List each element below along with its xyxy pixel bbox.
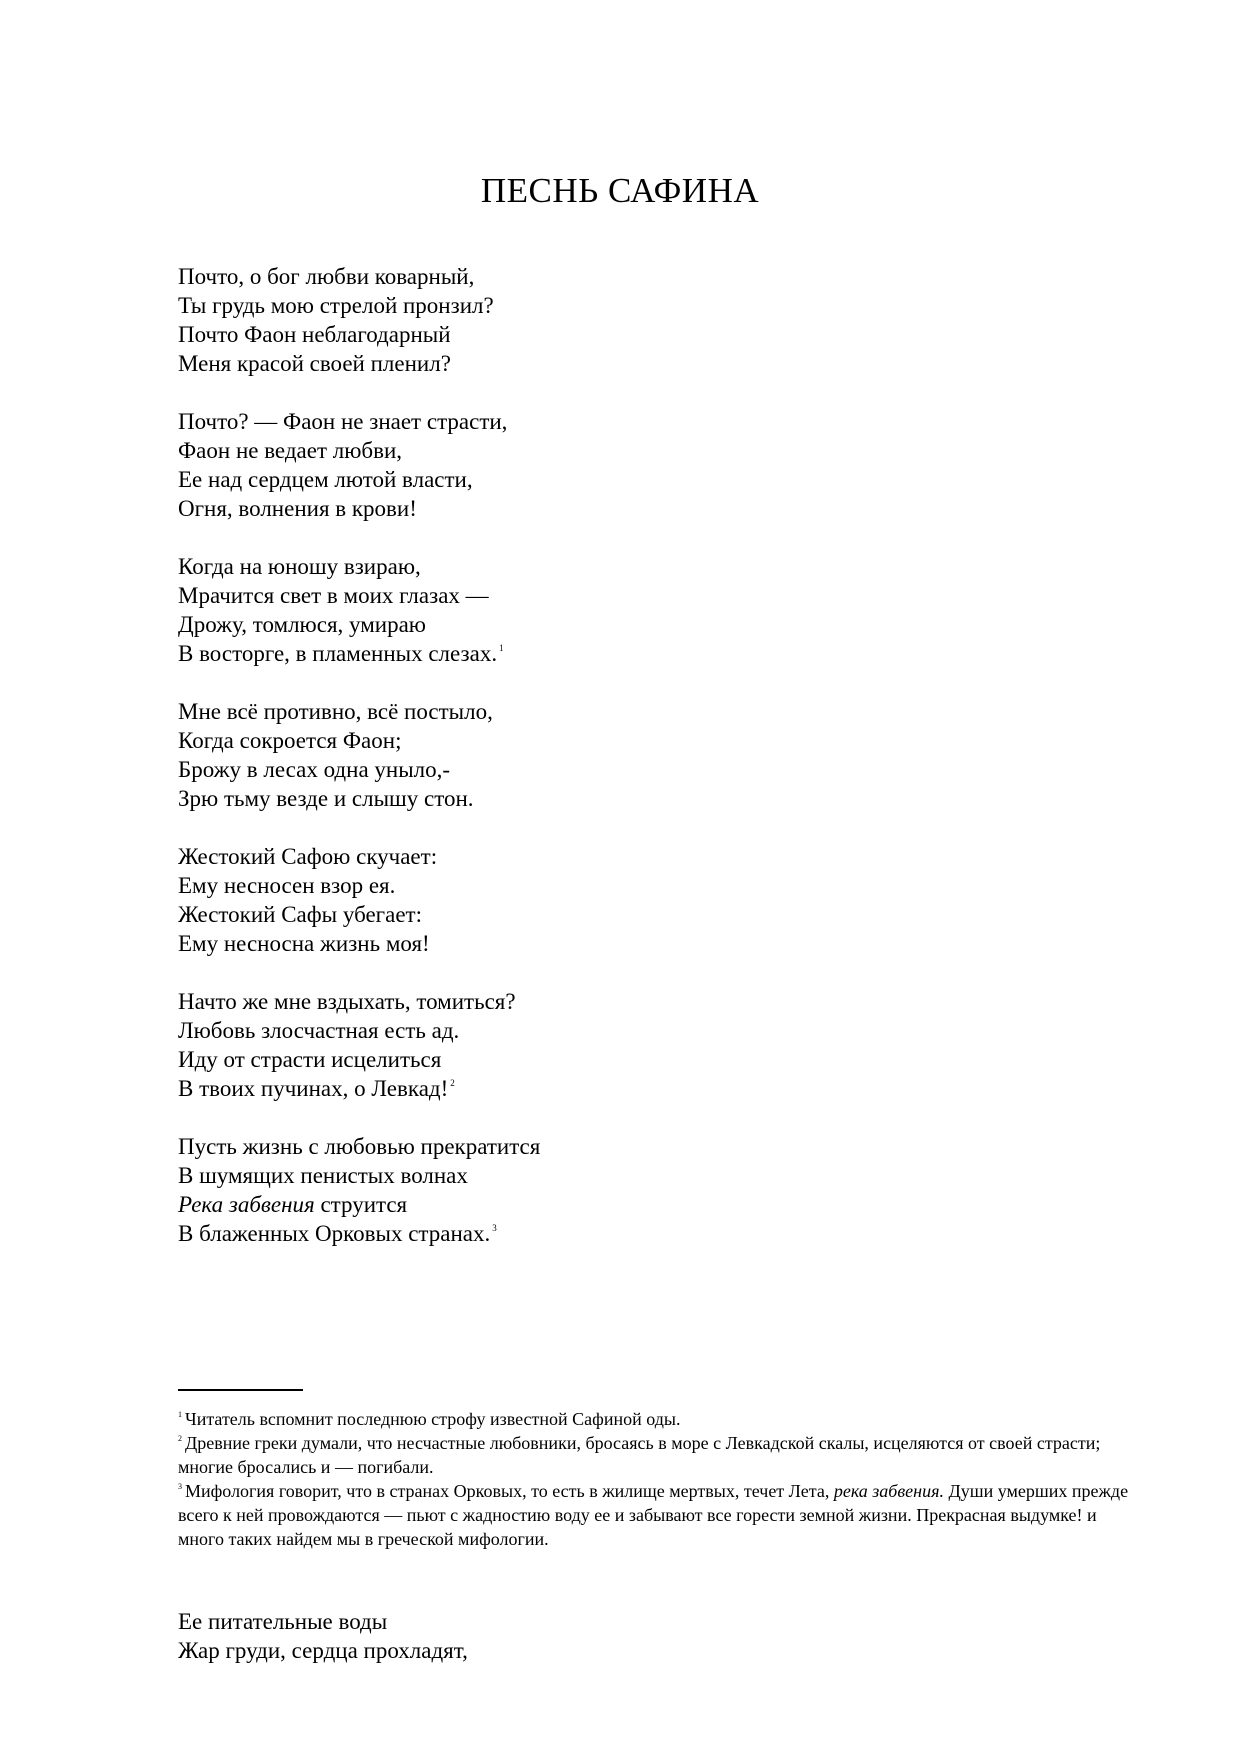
italic-phrase: Река забвения	[178, 1192, 315, 1217]
verse-line: В шумящих пенистых волнах	[178, 1163, 468, 1188]
verse-line-text: струится	[314, 1192, 408, 1217]
verse-line: Иду от страсти исцелиться	[178, 1047, 442, 1072]
footnote-text: Древние греки думали, что несчастные любовники, бросаясь в море с Левкадской скалы, исцеляются от своей страсти; многие бросались и — погибали.	[178, 1433, 1101, 1477]
footnotes	[178, 1407, 1138, 1551]
footnote-mark: 3	[178, 1482, 182, 1491]
footnote-mark: 2	[178, 1434, 182, 1443]
stanza-1	[178, 262, 540, 378]
verse-line: Ему несносна жизнь моя!	[178, 931, 430, 956]
verse-line: Дрожу, томлюся, умираю	[178, 612, 426, 637]
verse-line: Почто? — Фаон не знает страсти,	[178, 409, 508, 434]
verse-line: Брожу в лесах одна уныло,-	[178, 757, 451, 782]
footnote-mark: 1	[178, 1410, 182, 1419]
poem-title: ПЕСНЬ САФИНА	[480, 171, 760, 210]
footnote-reference-1: 1	[499, 643, 504, 653]
verse-line-text: В блаженных Орковых странах.	[178, 1221, 491, 1246]
footnote-text: Души умерших прежде всего к ней провождаются — пьют с жадностию воду ее и забывают все горести земной жизни. Прекрасная выдумке! и много таких найдем мы в греческой мифологии.	[178, 1481, 1129, 1549]
verse-line	[178, 1219, 540, 1248]
poem-continuation	[178, 1607, 468, 1665]
verse-line: Жар груди, сердца прохладят,	[178, 1638, 468, 1663]
verse-line: Мрачится свет в моих глазах —	[178, 583, 489, 608]
stanza-2	[178, 407, 540, 523]
verse-line: Фаон не ведает любви,	[178, 438, 403, 463]
verse-line: Начто же мне вздыхать, томиться?	[178, 989, 516, 1014]
verse-line: Когда сокроется Фаон;	[178, 728, 402, 753]
stanza-6	[178, 987, 540, 1103]
verse-line: Ты грудь мою стрелой пронзил?	[178, 293, 494, 318]
stanza-3	[178, 552, 540, 668]
footnote-reference-2: 2	[450, 1078, 455, 1088]
footnote-3	[178, 1479, 1138, 1551]
verse-line: Мне всё противно, всё постыло,	[178, 699, 493, 724]
footnote-reference-3: 3	[492, 1223, 497, 1233]
verse-line: Почто Фаон неблагодарный	[178, 322, 451, 347]
verse-line-text: В восторге, в пламенных слезах.	[178, 641, 498, 666]
verse-line-text: В твоих пучинах, о Левкад!	[178, 1076, 449, 1101]
verse-line: Когда на юношу взираю,	[178, 554, 421, 579]
verse-line	[178, 639, 540, 668]
footnote-1	[178, 1407, 1138, 1431]
stanza-7	[178, 1132, 540, 1248]
footnote-text: Мифология говорит, что в странах Орковых, то есть в жилище мертвых, течет Лета,	[185, 1481, 834, 1501]
verse-line: Ему несносен взор ея.	[178, 873, 396, 898]
verse-line: Огня, волнения в крови!	[178, 496, 417, 521]
footnote-text: Читатель вспомнит последнюю строфу известной Сафиной оды.	[185, 1409, 681, 1429]
footnote-separator	[178, 1389, 303, 1391]
verse-line: Зрю тьму везде и слышу стон.	[178, 786, 474, 811]
poem-body	[178, 262, 540, 1277]
stanza-4	[178, 697, 540, 813]
verse-line	[178, 1074, 540, 1103]
verse-line: Почто, о бог любви коварный,	[178, 264, 475, 289]
footnote-2	[178, 1431, 1138, 1479]
verse-line: Ее питательные воды	[178, 1609, 388, 1634]
verse-line: Ее над сердцем лютой власти,	[178, 467, 473, 492]
verse-line: Пусть жизнь с любовью прекратится	[178, 1134, 541, 1159]
verse-line: Жестокий Сафою скучает:	[178, 844, 438, 869]
verse-line: Любовь злосчастная есть ад.	[178, 1018, 460, 1043]
verse-line	[178, 1190, 540, 1219]
footnote-italic-phrase: река забвения.	[833, 1481, 944, 1501]
verse-line: Меня красой своей пленил?	[178, 351, 451, 376]
verse-line: Жестокий Сафы убегает:	[178, 902, 422, 927]
stanza-5	[178, 842, 540, 958]
